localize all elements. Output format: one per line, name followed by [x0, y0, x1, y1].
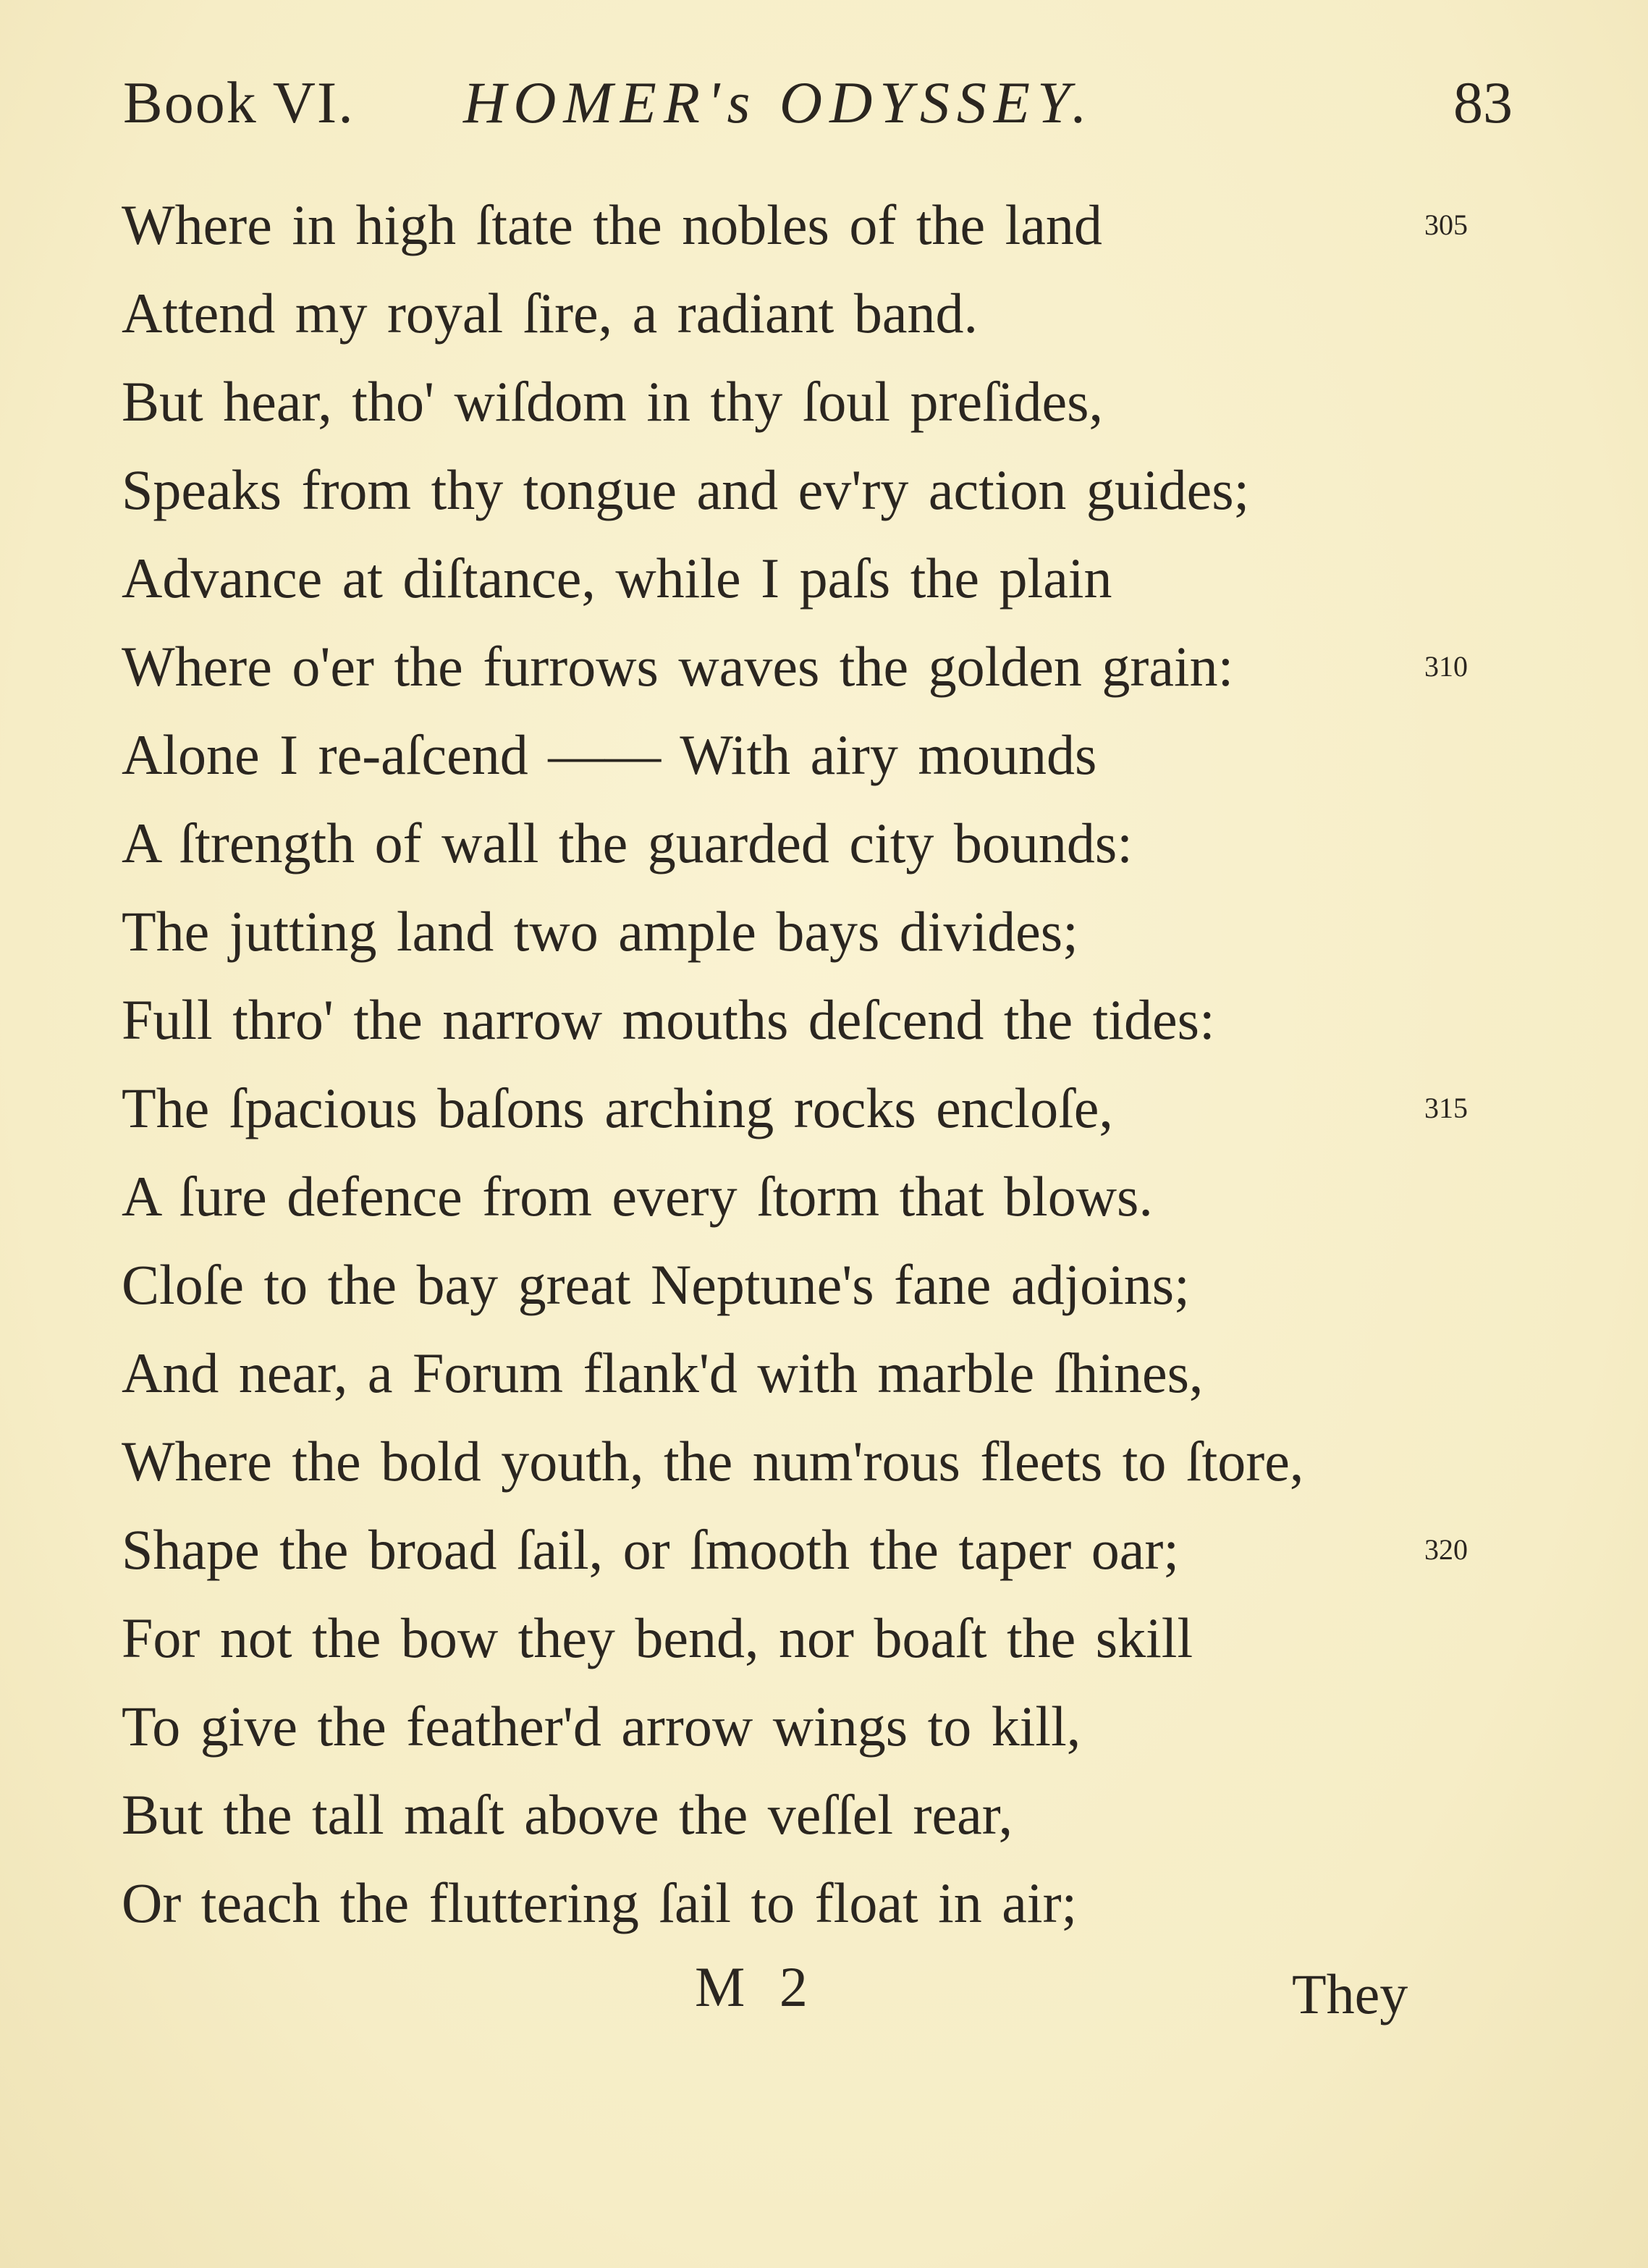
- line-number: 315: [1424, 1092, 1468, 1124]
- running-title: HOMER's ODYSSEY.: [463, 69, 1094, 135]
- verse-line: [122, 623, 1511, 711]
- verse-line: [122, 711, 1511, 799]
- verse-line: [122, 1152, 1511, 1241]
- verse-line: [122, 181, 1511, 269]
- verse-text: Cloſe to the bay great Neptune's fane adjoins;: [122, 1253, 1190, 1316]
- verse-text: Shape the broad ſail, or ſmooth the taper oar;: [122, 1518, 1180, 1581]
- page-number: 83: [1453, 69, 1513, 135]
- verse-line: [122, 976, 1511, 1064]
- running-header: [123, 69, 1513, 148]
- verse-text: But the tall maſt above the veſſel rear,: [122, 1783, 1013, 1846]
- verse-text: Where in high ſtate the nobles of the land: [122, 193, 1102, 256]
- poem-text: [122, 181, 1511, 1947]
- verse-text: But hear, tho' wiſdom in thy ſoul preſides,: [122, 370, 1103, 433]
- verse-line: [122, 1506, 1511, 1594]
- verse-line: [122, 534, 1511, 623]
- verse-line: [122, 1064, 1511, 1152]
- catchword: They: [1292, 1963, 1408, 2025]
- verse-line: [122, 888, 1511, 976]
- line-number: 305: [1424, 208, 1468, 241]
- verse-text: Or teach the fluttering ſail to float in air;: [122, 1871, 1078, 1934]
- verse-text: Speaks from thy tongue and ev'ry action guides;: [122, 458, 1250, 521]
- verse-line: [122, 1329, 1511, 1417]
- verse-text: The jutting land two ample bays divides;: [122, 900, 1078, 963]
- verse-line: [122, 446, 1511, 534]
- verse-text: Where o'er the furrows waves the golden grain:: [122, 635, 1234, 698]
- verse-text: For not the bow they bend, nor boaſt the skill: [122, 1606, 1193, 1669]
- verse-text: A ſure defence from every ſtorm that blows.: [122, 1165, 1153, 1228]
- book-label: Book VI.: [123, 69, 355, 135]
- line-number: 320: [1424, 1533, 1468, 1566]
- verse-text: The ſpacious baſons arching rocks encloſe,: [122, 1076, 1113, 1139]
- signature-mark: M 2: [695, 1955, 818, 2018]
- verse-text: And near, a Forum flank'd with marble ſhines,: [122, 1341, 1204, 1404]
- verse-text: To give the feather'd arrow wings to kill,: [122, 1695, 1081, 1758]
- verse-text: Full thro' the narrow mouths deſcend the tides:: [122, 988, 1215, 1051]
- verse-line: [122, 358, 1511, 446]
- verse-text: Advance at diſtance, while I paſs the plain: [122, 547, 1112, 610]
- verse-line: [122, 1241, 1511, 1329]
- verse-text: Where the bold youth, the num'rous fleets to ſtore,: [122, 1430, 1304, 1493]
- verse-text: A ſtrength of wall the guarded city bounds:: [122, 811, 1133, 874]
- verse-text: Alone I re-aſcend —— With airy mounds: [122, 723, 1097, 786]
- verse-line: [122, 1594, 1511, 1682]
- verse-line: [122, 1417, 1511, 1506]
- verse-line: [122, 1682, 1511, 1771]
- verse-line: [122, 1771, 1511, 1859]
- verse-text: Attend my royal ſire, a radiant band.: [122, 282, 978, 345]
- verse-line: [122, 269, 1511, 358]
- line-number: 310: [1424, 650, 1468, 683]
- verse-line: [122, 799, 1511, 888]
- verse-line: [122, 1859, 1511, 1947]
